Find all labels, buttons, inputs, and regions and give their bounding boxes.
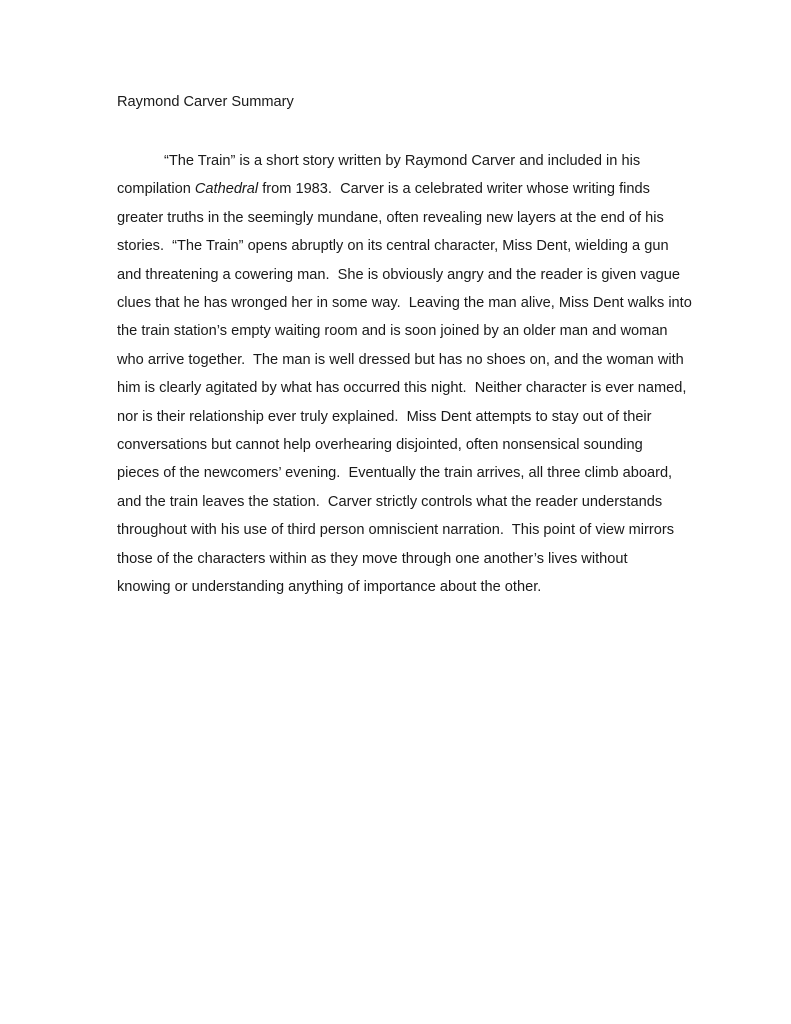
paragraph-line-12: pieces of the newcomers’ evening. Eventually the train arrives, all three climb aboard, (117, 465, 673, 482)
document-title: Raymond Carver Summary (117, 94, 294, 110)
paragraph-line-13: and the train leaves the station. Carver strictly controls what the reader understands (117, 493, 663, 510)
paragraph-line-8: who arrive together. The man is well dressed but has no shoes on, and the woman with (117, 351, 684, 368)
paragraph-line-10: nor is their relationship ever truly explained. Miss Dent attempts to stay out of their (117, 408, 652, 425)
paragraph-line-9: him is clearly agitated by what has occurred this night. Neither character is ever named, (117, 380, 687, 397)
paragraph-line-14: throughout with his use of third person omniscient narration. This point of view mirrors (117, 522, 674, 539)
paragraph-line-15: those of the characters within as they move through one another’s lives without (117, 550, 628, 567)
paragraph-line-11: conversations but cannot help overhearing disjointed, often nonsensical sounding (117, 437, 643, 454)
summary-paragraph (117, 147, 692, 602)
paragraph-line-4: stories. “The Train” opens abruptly on its central character, Miss Dent, wielding a gun (117, 238, 669, 255)
paragraph-line-6: clues that he has wronged her in some way. Leaving the man alive, Miss Dent walks into (117, 295, 692, 312)
book-title-italic: Cathedral (194, 181, 259, 198)
line-2-text-end: from 1983. Carver is a celebrated writer whose writing finds (258, 181, 650, 198)
line-2-text-start: compilation (117, 181, 195, 198)
paragraph-line-16: knowing or understanding anything of importance about the other. (117, 579, 542, 596)
paragraph-line-5: and threatening a cowering man. She is obviously angry and the reader is given vague (117, 266, 681, 283)
line-1-text: “The Train” is a short story written by Raymond Carver and included in his (164, 153, 641, 169)
paragraph-line-7: the train station’s empty waiting room and is soon joined by an older man and woman (117, 323, 668, 340)
paragraph-line-3: greater truths in the seemingly mundane, often revealing new layers at the end of his (117, 209, 664, 226)
paragraph-line-1 (117, 147, 692, 175)
paragraph-line-2 (117, 175, 692, 203)
